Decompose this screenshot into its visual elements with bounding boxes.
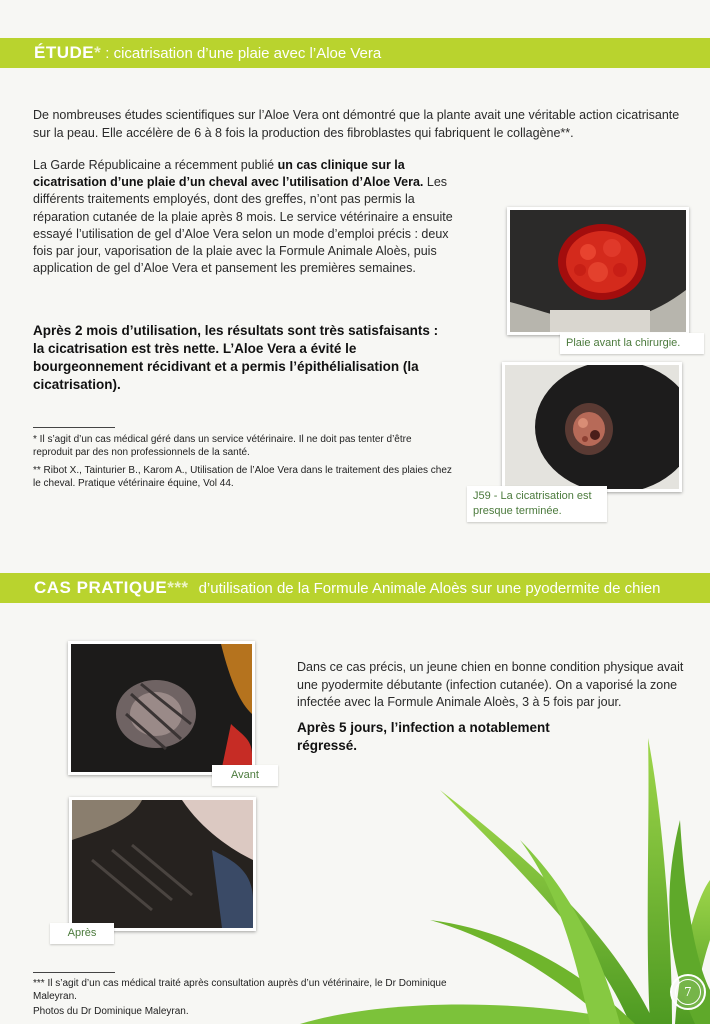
footnote-3: *** Il s’agit d’un cas médical traité après consultation auprès d’un vétérinaire, le Dr Dominique Maleyran. (33, 978, 447, 1002)
dog-before-caption: Avant (212, 765, 278, 786)
wound-healed-photo (502, 362, 682, 492)
wound-healed-illustration (505, 365, 679, 489)
practical-title-star: *** (167, 578, 189, 597)
practical-title-bold: CAS PRATIQUE (34, 578, 168, 597)
clinical-case-paragraph (33, 157, 453, 277)
practical-result-paragraph: Après 5 jours, l’infection a notablement régressé. (297, 720, 550, 753)
case-lead-text: La Garde Républicaine a récemment publié (33, 158, 278, 172)
study-result-paragraph: Après 2 mois d’utilisation, les résultats sont très satisfaisants : la cicatrisation est très nette. L’Aloe Vera a évité le bourgeonnement récidivant et a permis l’épithélialisation (la cicatrisation). (33, 323, 439, 392)
wound-before-illustration (510, 210, 686, 332)
dog-after-photo (69, 797, 256, 931)
footnote-divider (33, 427, 115, 428)
dog-after-illustration (72, 800, 253, 928)
study-title-rest: : cicatrisation d’une plaie avec l’Aloe Vera (105, 44, 382, 62)
wound-before-caption: Plaie avant la chirurgie. (560, 333, 704, 354)
case-bold-text: un cas clinique sur la cicatrisation d’une plaie d’un cheval avec l’utilisation d’Aloe Vera. (33, 158, 424, 190)
study-section-banner (0, 38, 710, 68)
page-number: 7 (675, 979, 701, 1005)
practical-title-rest: d’utilisation de la Formule Animale Aloès sur une pyodermite de chien (198, 579, 661, 597)
dog-before-illustration (71, 644, 252, 772)
footnote-2: ** Ribot X., Tainturier B., Karom A., Utilisation de l’Aloe Vera dans le traitement des plaies chez le cheval. Pratique vétérinaire équine, Vol 44. (33, 465, 452, 489)
study-title-bold: ÉTUDE (34, 43, 95, 62)
practical-case-banner (0, 573, 710, 603)
photo-credit: Photos du Dr Dominique Maleyran. (33, 1006, 189, 1017)
study-intro-paragraph: De nombreuses études scientifiques sur l’Aloe Vera ont démontré que la plante avait une véritable action cicatrisante sur la peau. Elle accélère de 6 à 8 fois la production des fibroblastes qui fabriquent le collagène**. (33, 108, 680, 140)
dog-before-photo (68, 641, 255, 775)
wound-before-photo (507, 207, 689, 335)
practical-case-paragraph: Dans ce cas précis, un jeune chien en bonne condition physique avait une pyodermite débutante (infection cutanée). On a vaporisé la zone infectée avec la Formule Animale Aloès, 3 à 5 fois par jour. (297, 660, 684, 709)
case-rest-text: Les différents traitements employés, dont des greffes, n’ont pas permis la réparation cutanée de la plaie après 8 mois. Le service vétérinaire a ensuite essayé l’utilisation de gel d’Aloe Vera selon un mode d’emploi précis : deux fois par jour, vaporisation de la plaie avec la Formule Animale Aloès, puis application de gel d’Aloe Vera et pansement les premières semaines. (33, 175, 453, 276)
dog-after-caption: Après (50, 923, 114, 944)
wound-healed-caption: J59 - La cicatrisation est presque terminée. (467, 486, 607, 522)
footnote-divider-2 (33, 972, 115, 973)
page-number-badge (670, 974, 706, 1010)
footnote-1: * Il s’agit d’un cas médical géré dans un service vétérinaire. Il ne doit pas tenter d’être reproduit par des non professionnels de la santé. (33, 434, 412, 458)
study-title-star: * (94, 43, 102, 62)
